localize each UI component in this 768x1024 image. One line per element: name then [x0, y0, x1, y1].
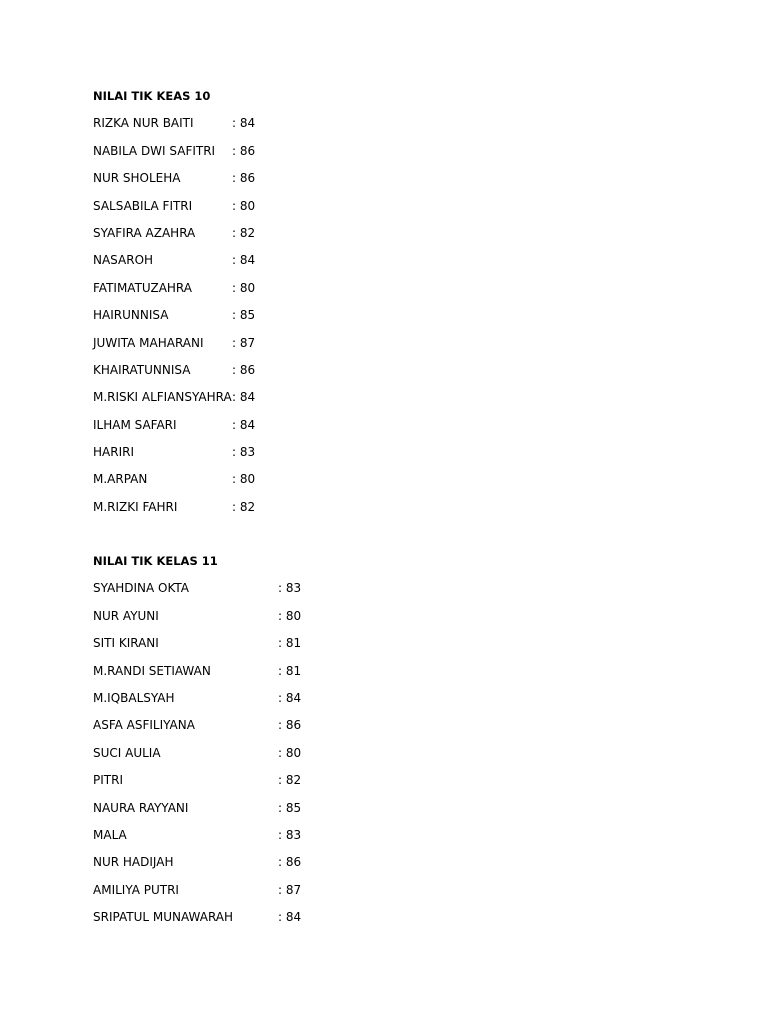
student-row	[93, 579, 302, 606]
class-11-section	[93, 552, 302, 935]
student-row	[93, 689, 302, 716]
student-score: : 84	[232, 253, 256, 268]
student-name: MALA	[93, 827, 127, 842]
class-10-list	[93, 114, 256, 525]
student-row	[93, 881, 302, 908]
student-row	[93, 169, 256, 196]
student-score: : 80	[232, 280, 256, 295]
student-name: SRIPATUL MUNAWARAH	[93, 910, 234, 925]
student-row	[93, 607, 302, 634]
student-score: : 84	[278, 910, 302, 925]
student-score: : 80	[278, 608, 302, 623]
student-name: M.RANDI SETIAWAN	[93, 663, 211, 678]
student-score: : 87	[232, 335, 256, 350]
student-score: : 82	[278, 773, 302, 788]
student-score: : 81	[278, 636, 302, 651]
student-score: : 82	[232, 499, 256, 514]
student-score: : 83	[232, 445, 256, 460]
class-10-heading: NILAI TIK KEAS 10	[93, 89, 211, 103]
student-row	[93, 197, 256, 224]
class-10-section	[93, 87, 256, 525]
student-row	[93, 799, 302, 826]
student-score: : 87	[278, 882, 302, 897]
student-score: : 86	[232, 143, 256, 158]
student-name: PITRI	[93, 773, 123, 788]
student-score: : 80	[232, 472, 256, 487]
student-name: RIZKA NUR BAITI	[93, 116, 194, 131]
student-name: JUWITA MAHARANI	[93, 335, 204, 350]
student-name: HAIRUNNISA	[93, 308, 169, 323]
student-score: : 83	[278, 581, 302, 596]
student-name: M.IQBALSYAH	[93, 690, 175, 705]
student-score: : 84	[232, 417, 256, 432]
student-score: : 81	[278, 663, 302, 678]
student-name: SUCI AULIA	[93, 745, 161, 760]
student-row	[93, 114, 256, 141]
student-row	[93, 771, 302, 798]
student-row	[93, 498, 256, 525]
student-row	[93, 416, 256, 443]
student-row	[93, 251, 256, 278]
student-name: NASAROH	[93, 253, 154, 268]
student-score: : 80	[278, 745, 302, 760]
student-name: NAURA RAYYANI	[93, 800, 189, 815]
student-name: NABILA DWI SAFITRI	[93, 143, 216, 158]
student-name: SYAFIRA AZAHRA	[93, 225, 196, 240]
student-row	[93, 142, 256, 169]
student-name: M.RISKI ALFIANSYAHRA	[93, 390, 232, 405]
student-row	[93, 361, 256, 388]
student-row	[93, 716, 302, 743]
student-name: ILHAM SAFARI	[93, 417, 177, 432]
student-score: : 86	[278, 855, 302, 870]
student-score: : 83	[278, 827, 302, 842]
student-name: ASFA ASFILIYANA	[93, 718, 195, 733]
student-score: : 86	[232, 362, 256, 377]
student-row	[93, 908, 302, 935]
student-name: M.RIZKI FAHRI	[93, 499, 178, 514]
class-11-heading: NILAI TIK KELAS 11	[93, 554, 218, 568]
student-score: : 85	[278, 800, 302, 815]
student-name: M.ARPAN	[93, 472, 148, 487]
student-row	[93, 634, 302, 661]
student-row	[93, 388, 256, 415]
student-name: HARIRI	[93, 445, 134, 460]
student-name: AMILIYA PUTRI	[93, 882, 179, 897]
student-row	[93, 279, 256, 306]
student-row	[93, 306, 256, 333]
student-score: : 86	[232, 171, 256, 186]
student-name: NUR AYUNI	[93, 608, 159, 623]
student-name: SYAHDINA OKTA	[93, 581, 190, 596]
student-name: SITI KIRANI	[93, 636, 159, 651]
student-row	[93, 662, 302, 689]
student-row	[93, 470, 256, 497]
student-name: KHAIRATUNNISA	[93, 362, 191, 377]
student-score: : 85	[232, 308, 256, 323]
student-name: FATIMATUZAHRA	[93, 280, 192, 295]
student-row	[93, 853, 302, 880]
student-score: : 84	[232, 390, 256, 405]
student-score: : 80	[232, 198, 256, 213]
student-score: : 84	[232, 116, 256, 131]
student-score: : 84	[278, 690, 302, 705]
student-row	[93, 744, 302, 771]
student-name: NUR HADIJAH	[93, 855, 174, 870]
student-row	[93, 826, 302, 853]
student-name: SALSABILA FITRI	[93, 198, 193, 213]
student-row	[93, 443, 256, 470]
student-row	[93, 224, 256, 251]
student-score: : 82	[232, 225, 256, 240]
class-11-list	[93, 579, 302, 935]
student-name: NUR SHOLEHA	[93, 171, 181, 186]
student-row	[93, 334, 256, 361]
student-score: : 86	[278, 718, 302, 733]
